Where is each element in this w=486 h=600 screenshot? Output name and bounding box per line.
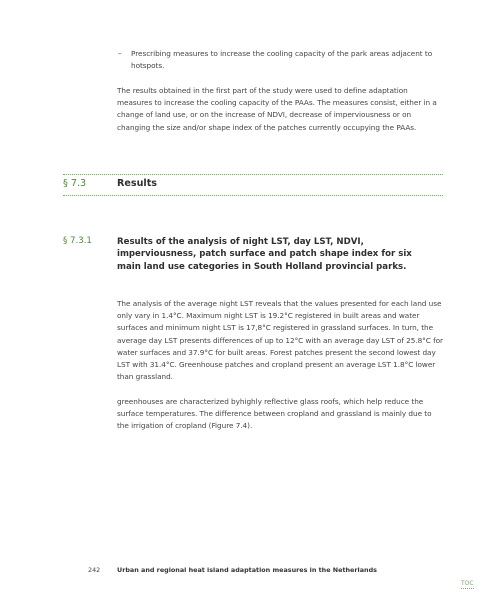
section-title: Results [117,178,158,189]
bullet-item [118,48,443,72]
running-footer-title: Urban and regional heat island adaptation measures in the Netherlands [117,566,377,574]
section-bottom-rule [63,195,443,196]
subsection-title: Results of the analysis of night LST, day LST, NDVI, imperviousness, patch surface and patch shape index for six main land use categories in South Holland provincial parks. [117,237,412,272]
paragraph-results-2: greenhouses are characterized byhighly reflective glass roofs, which help reduce the surface temperatures. The difference between cropland and grassland is mainly due to the irrigation of cropland (Figure 7.4). [117,397,432,431]
section-top-rule [63,174,443,175]
bullet-text: Prescribing measures to increase the cooling capacity of the park areas adjacent to hotspots. [131,49,433,71]
bullet-dash: – [118,49,122,58]
subsection-number: § 7.3.1 [63,236,92,246]
paragraph-results-1: The analysis of the average night LST reveals that the values presented for each land use only vary in 1.4°C. Maximum night LST is 19.2°C registered in built areas and water surfaces and minimum night LST is 17,8°C registered in grassland surfaces. In turn, the average day LST presents differences of up to 12°C with an average day LST of 25.8°C for water surfaces and 37.9°C for built areas. Forest patches present the second lowest day LST with 31.4°C. Greenhouse patches and cropland present an average LST 1.8°C lower than grassland. [117,299,443,382]
section-number: § 7.3 [63,178,87,189]
page-number: 242 [88,566,101,574]
toc-link[interactable]: TOC [461,580,474,587]
intro-paragraph: The results obtained in the first part of the study were used to define adaptation measures to increase the cooling capacity of the PAAs. The measures consist, either in a change of land use, or on the increase of NDVI, decrease of imperviousness or on changing the size and/or shape index of the patches currently occupying the PAAs. [117,86,437,132]
